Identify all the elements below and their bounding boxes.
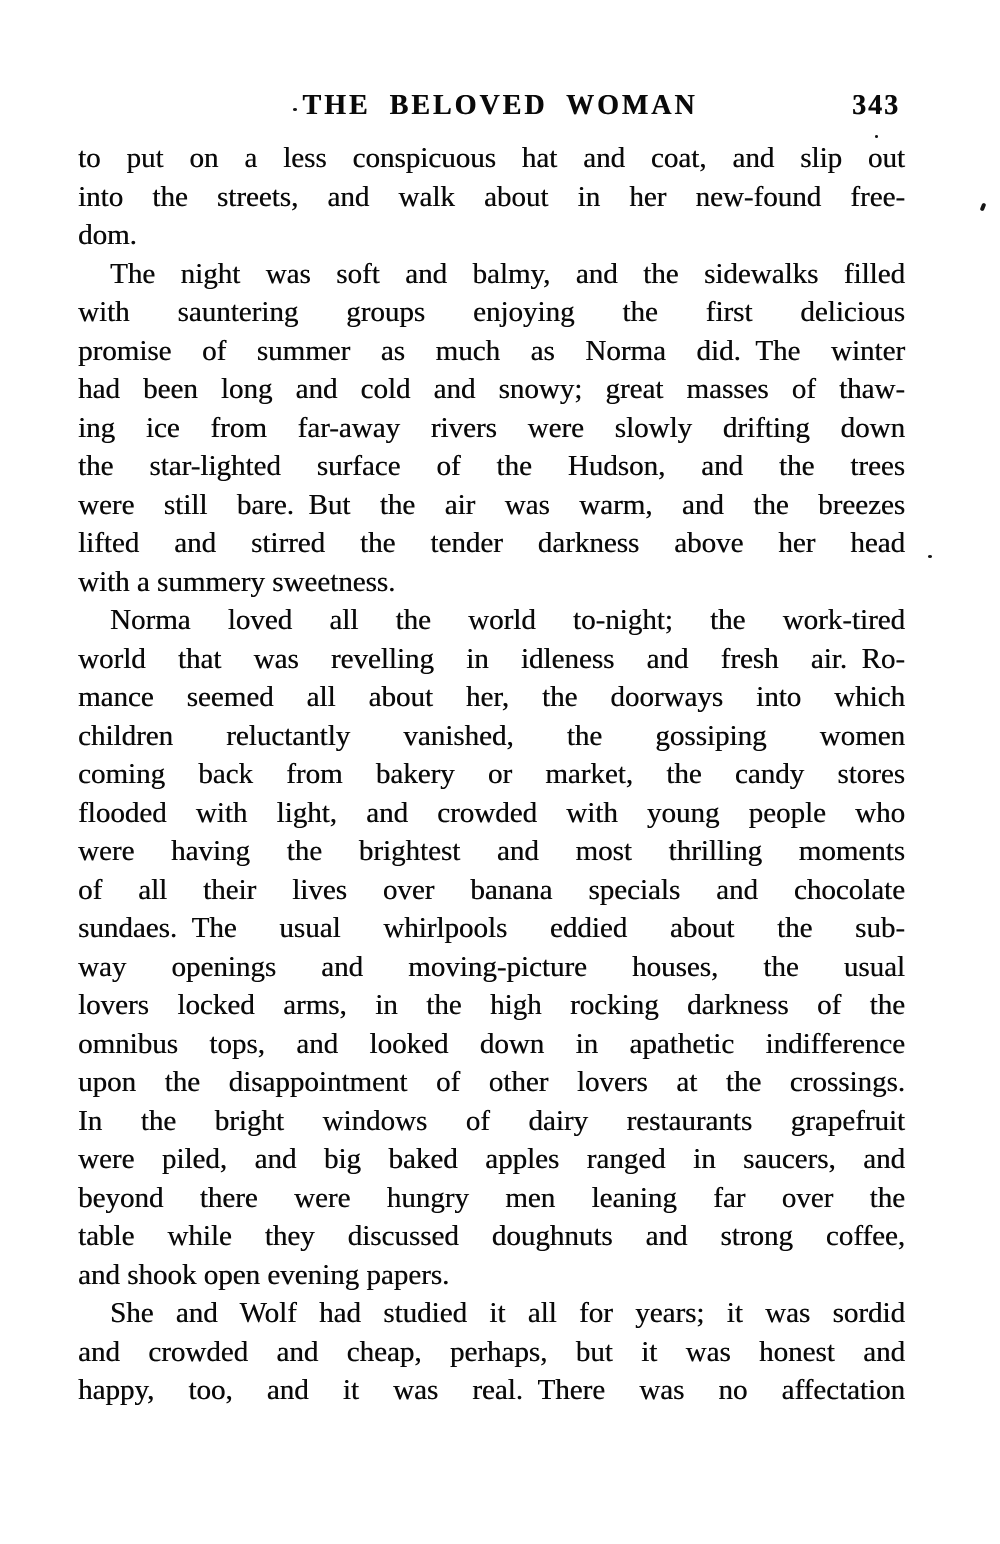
text-line: upon the disappointment of other lovers at the crossings. bbox=[78, 1066, 905, 1098]
text-line: lovers locked arms, in the high rocking darkness of the bbox=[78, 989, 905, 1021]
text-line: ing ice from far-away rivers were slowly drifting down bbox=[78, 411, 905, 444]
scan-speck bbox=[928, 555, 932, 558]
text-line: were having the brightest and most thrilling moments bbox=[78, 835, 905, 867]
text-line: lifted and stirred the tender darkness above her head bbox=[78, 527, 905, 559]
text-line: with sauntering groups enjoying the first delicious bbox=[78, 296, 905, 328]
text-line: flooded with light, and crowded with young people who bbox=[78, 796, 905, 829]
text-line: happy, too, and it was real. There was no affectation bbox=[78, 1374, 905, 1406]
page-header bbox=[0, 91, 1000, 123]
body-text bbox=[78, 139, 905, 1410]
running-title: THE BELOVED WOMAN bbox=[302, 90, 698, 121]
text-line: into the streets, and walk about in her new-found free- bbox=[78, 180, 905, 213]
scan-speck bbox=[293, 108, 297, 111]
text-line: were still bare. But the air was warm, and the breezes bbox=[78, 488, 905, 521]
text-line: way openings and moving-picture houses, the usual bbox=[78, 950, 905, 983]
scan-speck bbox=[980, 203, 987, 212]
text-line: of all their lives over banana specials and chocolate bbox=[78, 873, 905, 906]
scan-speck bbox=[875, 135, 878, 138]
text-line: omnibus tops, and looked down in apathetic indifference bbox=[78, 1027, 905, 1060]
text-line: beyond there were hungry men leaning far over the bbox=[78, 1181, 905, 1214]
text-line: In the bright windows of dairy restaurants grapefruit bbox=[78, 1104, 905, 1137]
page-number: 343 bbox=[852, 90, 900, 121]
text-line: the star-lighted surface of the Hudson, and the trees bbox=[78, 450, 905, 482]
text-line: world that was revelling in idleness and fresh air. Ro- bbox=[78, 642, 905, 675]
text-line: had been long and cold and snowy; great masses of thaw- bbox=[78, 373, 905, 405]
paragraph bbox=[78, 1294, 905, 1410]
paragraph bbox=[78, 601, 905, 1294]
text-line: table while they discussed doughnuts and strong coffee, bbox=[78, 1220, 905, 1252]
text-line: promise of summer as much as Norma did. The winter bbox=[78, 334, 905, 367]
text-line: dom. bbox=[78, 219, 137, 251]
text-line: mance seemed all about her, the doorways into which bbox=[78, 681, 905, 713]
text-line: with a summery sweetness. bbox=[78, 565, 396, 598]
text-line: She and Wolf had studied it all for years; it was sordid bbox=[110, 1297, 905, 1329]
paragraph bbox=[78, 139, 905, 255]
text-line: coming back from bakery or market, the candy stores bbox=[78, 758, 905, 790]
text-line: and shook open evening papers. bbox=[78, 1258, 450, 1291]
text-line: and crowded and cheap, perhaps, but it was honest and bbox=[78, 1335, 905, 1368]
text-line: Norma loved all the world to-night; the work-tired bbox=[110, 604, 905, 636]
paragraph bbox=[78, 255, 905, 602]
text-line: to put on a less conspicuous hat and coat, and slip out bbox=[78, 142, 905, 174]
text-line: children reluctantly vanished, the gossiping women bbox=[78, 719, 905, 752]
text-line: The night was soft and balmy, and the sidewalks filled bbox=[110, 257, 905, 290]
text-line: were piled, and big baked apples ranged in saucers, and bbox=[78, 1143, 905, 1175]
text-line: sundaes. The usual whirlpools eddied about the sub- bbox=[78, 912, 905, 944]
